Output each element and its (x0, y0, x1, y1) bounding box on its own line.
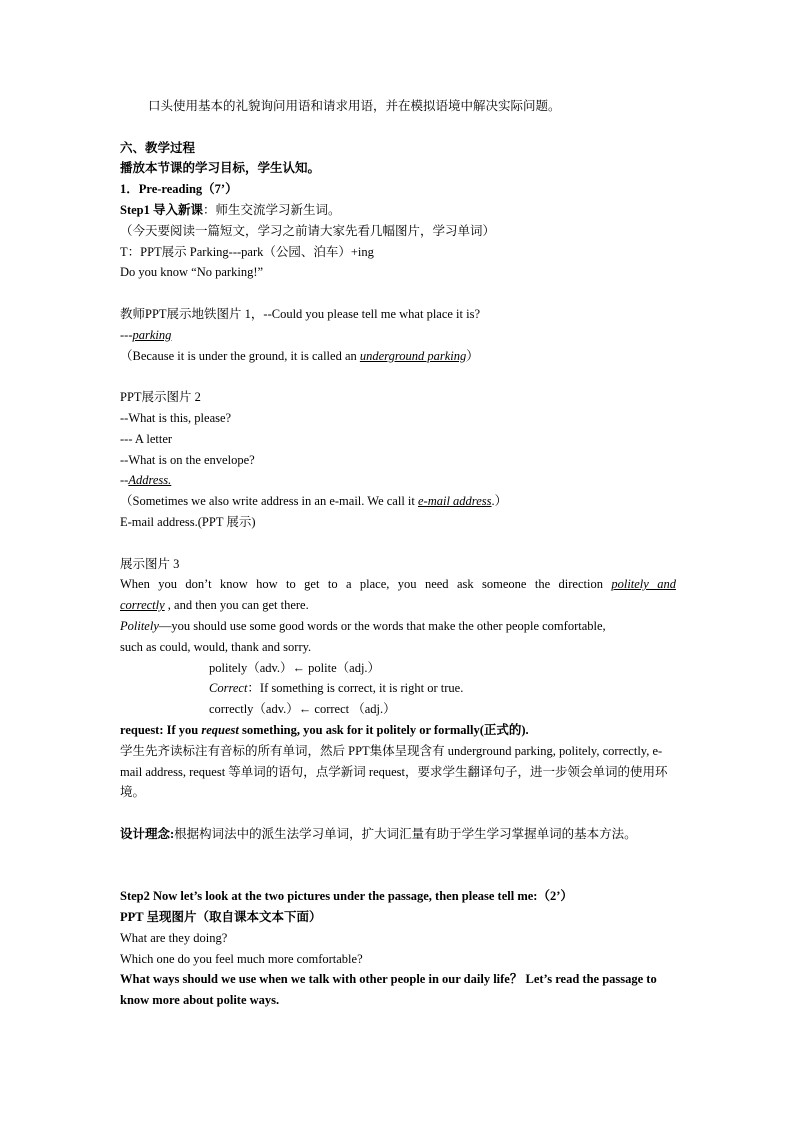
picture2-a2 (120, 470, 676, 491)
learning-goal: 播放本节课的学习目标，学生认知。 (120, 161, 321, 176)
parking-word: parking (132, 327, 172, 342)
underground-parking-word: underground parking (359, 348, 467, 363)
para-text: , and then you can get there. (164, 598, 309, 613)
politely-definition (120, 616, 676, 637)
design-text: 根据构词法中的派生法学习单词，扩大词汇量有助于学生学习掌握单词的基本方法。 (174, 826, 637, 841)
correctly-derivation: correctly（adv.）← correct （adj.） (209, 702, 396, 717)
step1-title: 导入新课 (153, 202, 204, 217)
step2-question2: Which one do you feel much more comfortable? (120, 951, 363, 966)
prereading-heading: 1．Pre-reading（7’） (120, 182, 238, 197)
request-text: something, you ask for it politely or formally(正式的). (238, 722, 529, 737)
step1-desc: ：师生交流学习新生词。 (203, 202, 341, 217)
picture3-title: 展示图片 3 (120, 556, 180, 571)
answer-prefix: -- (120, 473, 129, 488)
design-label: 设计理念: (120, 826, 175, 841)
para-text: When you don’t know how to get to a place, you need ask someone the direction (120, 577, 612, 592)
picture2-a1: --- A letter (120, 431, 173, 446)
request-word: request (201, 722, 239, 737)
correct-definition (120, 678, 676, 699)
explain-close: ） (466, 348, 479, 363)
explain-text: （Sometimes we also write address in an e-mail. We call it (120, 494, 418, 509)
picture2-q1: --What is this, please? (120, 410, 232, 425)
politely-and-word: politely and (611, 577, 676, 592)
step1-note: （今天要阅读一篇短文，学习之前请大家先看几幅图片，学习单词） (120, 223, 496, 238)
no-parking-question: Do you know “No parking!” (120, 265, 264, 280)
picture3-para-line1 (120, 574, 676, 595)
picture2-explain (120, 491, 676, 512)
explain-close: .） (491, 494, 508, 509)
section-six-title: 六、教学过程 (120, 140, 196, 155)
politely-examples: such as could, would, thank and sorry. (120, 639, 312, 654)
picture1-explain (120, 346, 676, 367)
reading-instruction: 学生先齐读标注有音标的所有单词，然后 PPT集体呈现含有 underground parking, politely, correctly, e-mail address, request 等单词的语句，点学新词 request，要求学生翻译句子，进一步领会单词的使用环境。 (120, 743, 668, 800)
step2-question1: What are they doing? (120, 930, 228, 945)
picture1-answer (120, 325, 676, 346)
correctly-word: correctly (120, 598, 165, 613)
picture1-line: 教师PPT展示地铁图片 1，--Could you please tell me what place it is? (120, 306, 481, 321)
intro-text: 口头使用基本的礼貌询问用语和请求用语，并在模拟语境中解决实际问题。 (148, 99, 561, 113)
request-text: request: If you (120, 722, 202, 737)
politely-derivation: politely（adv.）← polite（adj.） (209, 660, 381, 675)
step2-ppt: PPT 呈现图片（取自课本文本下面） (120, 910, 322, 925)
address-word: Address. (128, 473, 172, 488)
picture3-para-line2 (120, 595, 676, 616)
document-page (120, 96, 676, 1011)
definition-text: —you should use some good words or the words that make the other people comfortable, (158, 618, 606, 633)
step2-heading: Step2 Now let’s look at the two pictures under the passage, then please tell me:（2’） (120, 889, 573, 904)
politely-label: Politely (120, 618, 159, 633)
email-address-word: e-mail address (418, 494, 492, 509)
definition-text: ：If something is correct, it is right or true. (247, 681, 464, 696)
email-address-line: E-mail address.(PPT 展示) (120, 514, 256, 529)
teacher-line: T：PPT展示 Parking---park（公园、泊车）+ing (120, 244, 374, 259)
step1-heading (120, 200, 676, 221)
design-concept (120, 824, 676, 866)
picture2-q2: --What is on the envelope? (120, 452, 255, 467)
answer-prefix: --- (120, 327, 133, 342)
correct-label: Correct (209, 681, 248, 696)
step1-label: Step1 (120, 202, 150, 217)
explain-text: （Because it is under the ground, it is called an (120, 348, 360, 363)
step2-question3: What ways should we use when we talk with other people in our daily life？ Let’s read the passage to know more about polite ways. (120, 972, 657, 1008)
picture2-title: PPT展示图片 2 (120, 390, 201, 405)
request-definition (120, 720, 676, 741)
